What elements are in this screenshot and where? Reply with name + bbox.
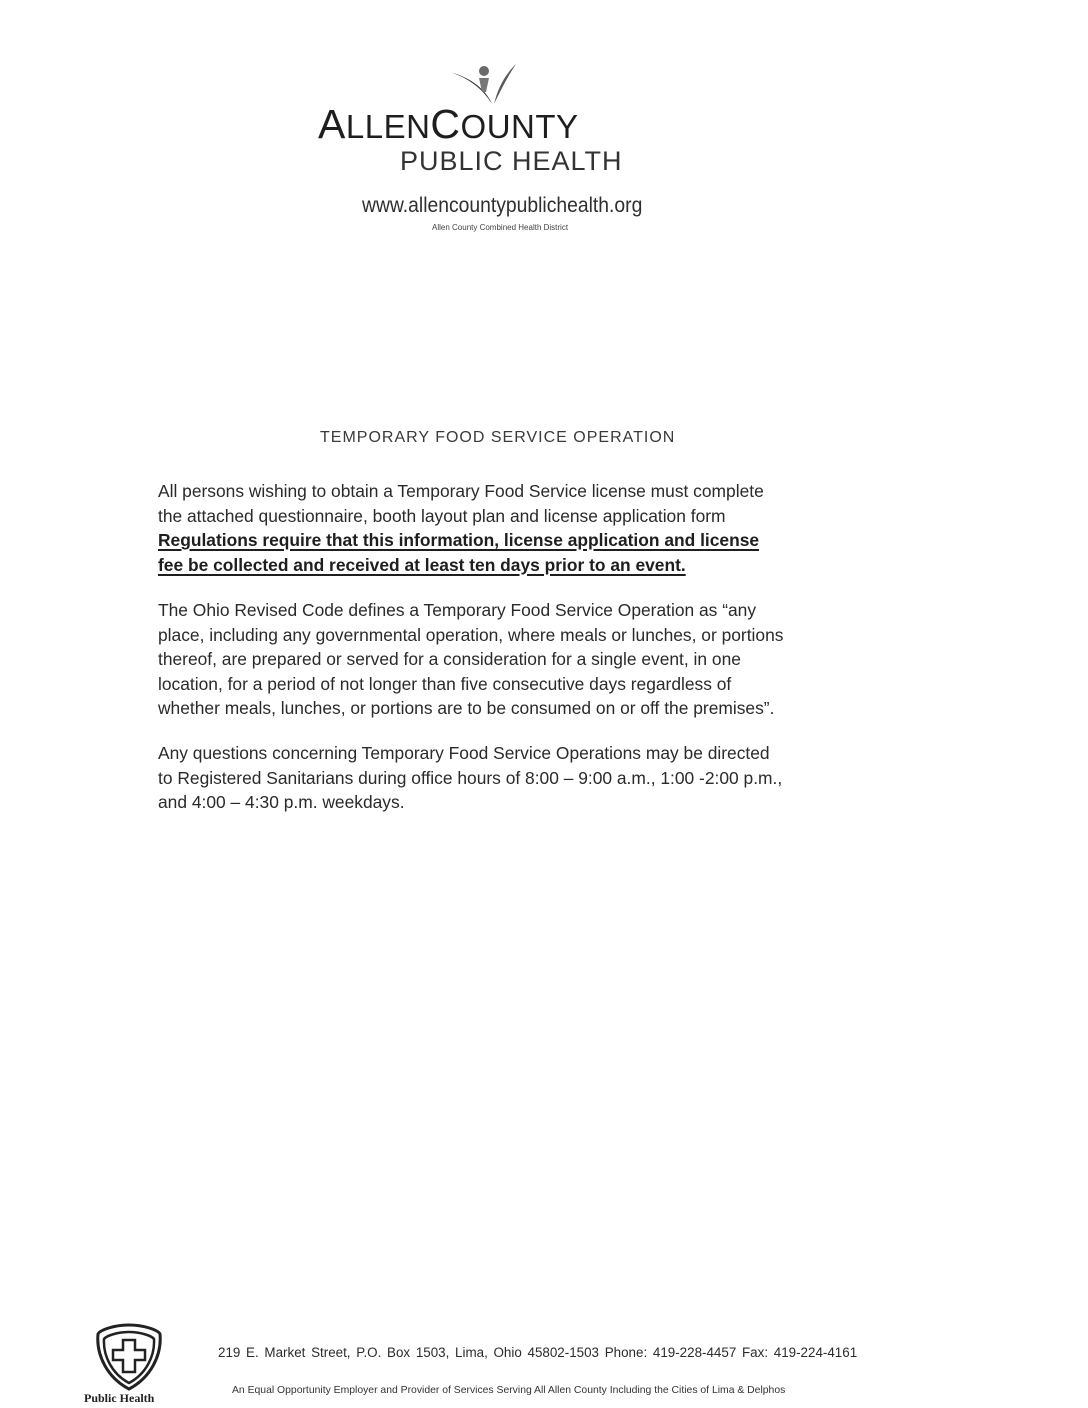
district-name: Allen County Combined Health District [432,223,569,232]
website-url: www.allencountypublichealth.org [362,194,643,217]
paragraph-line: the attached questionnaire, booth layout plan and license application form [158,505,726,526]
footer-address-contact: 219 E. Market Street, P.O. Box 1503, Lima, Ohio 45802-1503 Phone: 419-228-4457 Fax: 419-224-4161 [218,1345,858,1360]
footer-logo-label: Public Health [84,1391,155,1405]
logo-letter: A [318,101,346,147]
paragraph-line: Any questions concerning Temporary Food Service Operations may be directed [158,743,770,763]
paragraph-ohio-revised-code-definition [158,598,918,721]
paragraph-line: The Ohio Revised Code defines a Temporary Food Service Operation as “any [158,600,757,620]
paragraph-line: whether meals, lunches, or portions are to be consumed on or off the premises”. [158,698,775,718]
logo-letters: LLEN [345,108,431,145]
paragraph-line: to Registered Sanitarians during office hours of 8:00 – 9:00 a.m., 1:00 -2:00 p.m., [158,767,783,788]
logo-letter: C [430,101,461,147]
footer-equal-opportunity-statement: An Equal Opportunity Employer and Provider of Services Serving All Allen County Including the Cities of Lima & Delphos [232,1385,786,1396]
regulation-notice: Regulations require that this information, license application and license [158,530,760,550]
public-health-cross-shield-icon [94,1322,164,1392]
document-title: TEMPORARY FOOD SERVICE OPERATION [320,429,676,446]
paragraph-line: location, for a period of not longer than five consecutive days regardless of [158,673,732,694]
paragraph-line: and 4:00 – 4:30 p.m. weekdays. [158,792,405,812]
paragraph-line: All persons wishing to obtain a Temporary Food Service license must complete [158,481,764,501]
organization-logo-wordmark [318,101,738,147]
paragraph-line: thereof, are prepared or served for a consideration for a single event, in one [158,649,741,669]
paragraph-contact-hours [158,741,918,815]
paragraph-line: place, including any governmental operation, where meals or lunches, or portions [158,624,784,645]
logo-letters: OUNTY [460,108,579,145]
organization-logo-subtitle: PUBLIC HEALTH [400,146,623,176]
regulation-notice: fee be collected and received at least ten days prior to an event. [158,554,686,575]
paragraph-license-requirements [158,479,918,577]
